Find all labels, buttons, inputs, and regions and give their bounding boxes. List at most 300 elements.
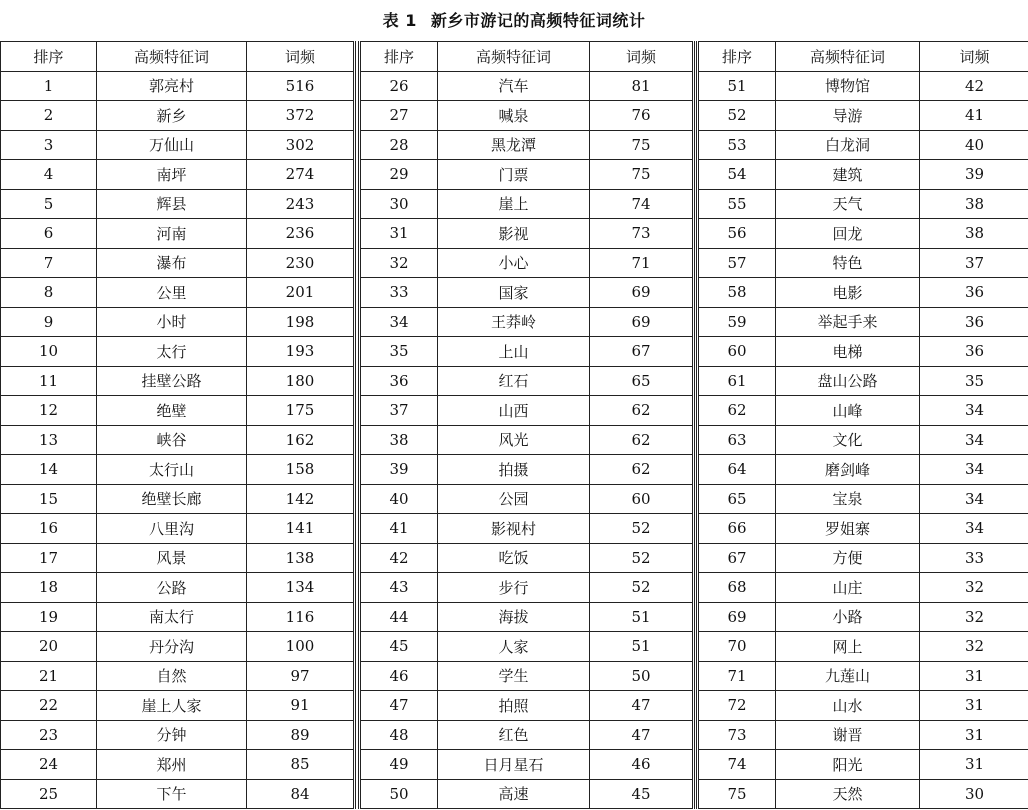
rank-cell: 22	[1, 691, 97, 721]
table-row	[1, 396, 355, 426]
freq-cell: 516	[247, 71, 355, 101]
word-cell: 郭亮村	[97, 71, 247, 101]
rank-cell: 36	[360, 366, 438, 396]
rank-cell: 63	[698, 425, 776, 455]
rank-cell: 59	[698, 307, 776, 337]
table-row	[1, 366, 355, 396]
rank-cell: 2	[1, 101, 97, 131]
table-row	[360, 779, 694, 809]
rank-cell: 64	[698, 455, 776, 485]
rank-cell: 49	[360, 750, 438, 780]
word-cell: 红色	[438, 720, 590, 750]
table-row	[698, 514, 1028, 544]
header-rank: 排序	[360, 42, 438, 72]
rank-cell: 46	[360, 661, 438, 691]
freq-cell: 38	[920, 189, 1028, 219]
rank-cell: 20	[1, 632, 97, 662]
freq-cell: 30	[920, 779, 1028, 809]
word-cell: 下午	[97, 779, 247, 809]
word-cell: 日月星石	[438, 750, 590, 780]
freq-cell: 32	[920, 573, 1028, 603]
word-cell: 举起手来	[776, 307, 920, 337]
table-row	[360, 691, 694, 721]
word-cell: 小时	[97, 307, 247, 337]
rank-cell: 14	[1, 455, 97, 485]
rank-cell: 67	[698, 543, 776, 573]
word-cell: 郑州	[97, 750, 247, 780]
freq-cell: 230	[247, 248, 355, 278]
header-word: 高频特征词	[438, 42, 590, 72]
rank-cell: 30	[360, 189, 438, 219]
rank-cell: 38	[360, 425, 438, 455]
freq-cell: 71	[590, 248, 694, 278]
freq-cell: 274	[247, 160, 355, 190]
word-cell: 宝泉	[776, 484, 920, 514]
rank-cell: 3	[1, 130, 97, 160]
table-block-1	[0, 41, 356, 809]
word-cell: 上山	[438, 337, 590, 367]
table-row	[1, 130, 355, 160]
header-row	[1, 42, 355, 72]
rank-cell: 15	[1, 484, 97, 514]
table-row	[698, 248, 1028, 278]
freq-cell: 372	[247, 101, 355, 131]
table-row	[1, 455, 355, 485]
table-row	[360, 543, 694, 573]
freq-cell: 47	[590, 720, 694, 750]
table-row	[360, 455, 694, 485]
word-cell: 步行	[438, 573, 590, 603]
rank-cell: 47	[360, 691, 438, 721]
freq-cell: 65	[590, 366, 694, 396]
freq-cell: 36	[920, 278, 1028, 308]
freq-cell: 62	[590, 455, 694, 485]
table-row	[1, 101, 355, 131]
table-row	[698, 484, 1028, 514]
rank-cell: 55	[698, 189, 776, 219]
word-cell: 黑龙潭	[438, 130, 590, 160]
word-cell: 万仙山	[97, 130, 247, 160]
tables-container	[0, 41, 1028, 809]
table-row	[360, 573, 694, 603]
rank-cell: 72	[698, 691, 776, 721]
word-cell: 山水	[776, 691, 920, 721]
table-row	[698, 101, 1028, 131]
table-row	[698, 543, 1028, 573]
header-word: 高频特征词	[776, 42, 920, 72]
word-cell: 电梯	[776, 337, 920, 367]
word-cell: 王莽岭	[438, 307, 590, 337]
word-cell: 喊泉	[438, 101, 590, 131]
freq-cell: 34	[920, 514, 1028, 544]
rank-cell: 70	[698, 632, 776, 662]
header-word: 高频特征词	[97, 42, 247, 72]
freq-cell: 33	[920, 543, 1028, 573]
word-cell: 崖上	[438, 189, 590, 219]
freq-cell: 141	[247, 514, 355, 544]
word-cell: 峡谷	[97, 425, 247, 455]
rank-cell: 51	[698, 71, 776, 101]
word-cell: 建筑	[776, 160, 920, 190]
word-cell: 太行山	[97, 455, 247, 485]
table-row	[360, 278, 694, 308]
table-row	[1, 632, 355, 662]
word-cell: 谢晋	[776, 720, 920, 750]
freq-cell: 51	[590, 632, 694, 662]
table-row	[698, 278, 1028, 308]
word-cell: 山庄	[776, 573, 920, 603]
table-row	[1, 189, 355, 219]
freq-cell: 84	[247, 779, 355, 809]
word-cell: 国家	[438, 278, 590, 308]
rank-cell: 34	[360, 307, 438, 337]
word-cell: 高速	[438, 779, 590, 809]
freq-cell: 47	[590, 691, 694, 721]
freq-cell: 134	[247, 573, 355, 603]
table-row	[698, 160, 1028, 190]
table-row	[698, 189, 1028, 219]
freq-cell: 37	[920, 248, 1028, 278]
freq-cell: 89	[247, 720, 355, 750]
table-row	[1, 425, 355, 455]
freq-cell: 35	[920, 366, 1028, 396]
freq-cell: 236	[247, 219, 355, 249]
freq-cell: 31	[920, 661, 1028, 691]
rank-cell: 69	[698, 602, 776, 632]
header-row	[698, 42, 1028, 72]
table-row	[698, 779, 1028, 809]
freq-cell: 158	[247, 455, 355, 485]
word-cell: 自然	[97, 661, 247, 691]
rank-cell: 11	[1, 366, 97, 396]
word-cell: 山西	[438, 396, 590, 426]
table-row	[360, 337, 694, 367]
rank-cell: 17	[1, 543, 97, 573]
freq-cell: 75	[590, 160, 694, 190]
header-rank: 排序	[1, 42, 97, 72]
header-rank: 排序	[698, 42, 776, 72]
rank-cell: 65	[698, 484, 776, 514]
word-cell: 南坪	[97, 160, 247, 190]
table-block-3	[696, 41, 1028, 809]
freq-cell: 31	[920, 750, 1028, 780]
freq-cell: 69	[590, 278, 694, 308]
word-cell: 阳光	[776, 750, 920, 780]
freq-cell: 180	[247, 366, 355, 396]
word-cell: 海拔	[438, 602, 590, 632]
table-row	[698, 661, 1028, 691]
word-cell: 南太行	[97, 602, 247, 632]
word-cell: 公里	[97, 278, 247, 308]
freq-cell: 52	[590, 543, 694, 573]
table-row	[1, 573, 355, 603]
table-row	[360, 189, 694, 219]
freq-cell: 302	[247, 130, 355, 160]
rank-cell: 1	[1, 71, 97, 101]
freq-cell: 201	[247, 278, 355, 308]
word-cell: 新乡	[97, 101, 247, 131]
word-cell: 特色	[776, 248, 920, 278]
table-row	[1, 160, 355, 190]
table-row	[698, 750, 1028, 780]
rank-cell: 61	[698, 366, 776, 396]
rank-cell: 29	[360, 160, 438, 190]
table-row	[1, 248, 355, 278]
rank-cell: 58	[698, 278, 776, 308]
freq-cell: 52	[590, 514, 694, 544]
header-freq: 词频	[590, 42, 694, 72]
word-cell: 学生	[438, 661, 590, 691]
table-row	[1, 71, 355, 101]
freq-cell: 62	[590, 396, 694, 426]
rank-cell: 73	[698, 720, 776, 750]
rank-cell: 26	[360, 71, 438, 101]
word-cell: 回龙	[776, 219, 920, 249]
rank-cell: 60	[698, 337, 776, 367]
rank-cell: 57	[698, 248, 776, 278]
table-row	[360, 248, 694, 278]
table-row	[1, 543, 355, 573]
freq-cell: 74	[590, 189, 694, 219]
rank-cell: 75	[698, 779, 776, 809]
word-cell: 方便	[776, 543, 920, 573]
table-row	[360, 514, 694, 544]
rank-cell: 7	[1, 248, 97, 278]
rank-cell: 23	[1, 720, 97, 750]
freq-cell: 76	[590, 101, 694, 131]
rank-cell: 54	[698, 160, 776, 190]
table-row	[360, 602, 694, 632]
word-cell: 博物馆	[776, 71, 920, 101]
table-row	[360, 160, 694, 190]
freq-cell: 81	[590, 71, 694, 101]
word-cell: 河南	[97, 219, 247, 249]
freq-cell: 67	[590, 337, 694, 367]
table-row	[1, 750, 355, 780]
table-row	[698, 720, 1028, 750]
word-cell: 公路	[97, 573, 247, 603]
word-cell: 红石	[438, 366, 590, 396]
freq-cell: 46	[590, 750, 694, 780]
freq-cell: 142	[247, 484, 355, 514]
freq-cell: 38	[920, 219, 1028, 249]
table-row	[1, 307, 355, 337]
rank-cell: 5	[1, 189, 97, 219]
word-cell: 山峰	[776, 396, 920, 426]
table-block-2	[358, 41, 695, 809]
freq-cell: 62	[590, 425, 694, 455]
rank-cell: 24	[1, 750, 97, 780]
freq-cell: 31	[920, 720, 1028, 750]
table-row	[1, 514, 355, 544]
rank-cell: 19	[1, 602, 97, 632]
rank-cell: 27	[360, 101, 438, 131]
rank-cell: 4	[1, 160, 97, 190]
table-row	[360, 750, 694, 780]
rank-cell: 12	[1, 396, 97, 426]
word-cell: 分钟	[97, 720, 247, 750]
rank-cell: 41	[360, 514, 438, 544]
freq-cell: 31	[920, 691, 1028, 721]
freq-cell: 36	[920, 307, 1028, 337]
word-cell: 导游	[776, 101, 920, 131]
table-row	[1, 720, 355, 750]
freq-cell: 100	[247, 632, 355, 662]
word-cell: 绝壁	[97, 396, 247, 426]
word-cell: 八里沟	[97, 514, 247, 544]
word-cell: 文化	[776, 425, 920, 455]
freq-cell: 40	[920, 130, 1028, 160]
rank-cell: 53	[698, 130, 776, 160]
table-row	[1, 661, 355, 691]
freq-cell: 60	[590, 484, 694, 514]
word-cell: 绝壁长廊	[97, 484, 247, 514]
table-number: 表 1	[382, 11, 417, 30]
rank-cell: 28	[360, 130, 438, 160]
rank-cell: 56	[698, 219, 776, 249]
word-cell: 小路	[776, 602, 920, 632]
table-row	[360, 101, 694, 131]
freq-cell: 32	[920, 632, 1028, 662]
word-cell: 瀑布	[97, 248, 247, 278]
rank-cell: 52	[698, 101, 776, 131]
word-cell: 天然	[776, 779, 920, 809]
freq-cell: 34	[920, 396, 1028, 426]
table-row	[360, 130, 694, 160]
rank-cell: 50	[360, 779, 438, 809]
table-row	[698, 71, 1028, 101]
word-cell: 丹分沟	[97, 632, 247, 662]
rank-cell: 33	[360, 278, 438, 308]
word-cell: 影视	[438, 219, 590, 249]
rank-cell: 21	[1, 661, 97, 691]
freq-cell: 41	[920, 101, 1028, 131]
word-cell: 风光	[438, 425, 590, 455]
word-cell: 罗姐寨	[776, 514, 920, 544]
rank-cell: 18	[1, 573, 97, 603]
word-cell: 电影	[776, 278, 920, 308]
table-row	[698, 573, 1028, 603]
word-cell: 门票	[438, 160, 590, 190]
table-row	[698, 425, 1028, 455]
word-cell: 九莲山	[776, 661, 920, 691]
table-row	[360, 661, 694, 691]
word-cell: 天气	[776, 189, 920, 219]
rank-cell: 62	[698, 396, 776, 426]
word-cell: 挂壁公路	[97, 366, 247, 396]
rank-cell: 71	[698, 661, 776, 691]
rank-cell: 16	[1, 514, 97, 544]
rank-cell: 42	[360, 543, 438, 573]
table-row	[698, 691, 1028, 721]
word-cell: 拍照	[438, 691, 590, 721]
freq-cell: 69	[590, 307, 694, 337]
rank-cell: 13	[1, 425, 97, 455]
freq-cell: 175	[247, 396, 355, 426]
rank-cell: 66	[698, 514, 776, 544]
freq-cell: 34	[920, 455, 1028, 485]
freq-cell: 51	[590, 602, 694, 632]
rank-cell: 31	[360, 219, 438, 249]
rank-cell: 6	[1, 219, 97, 249]
table-row	[1, 337, 355, 367]
word-cell: 影视村	[438, 514, 590, 544]
freq-cell: 36	[920, 337, 1028, 367]
table-row	[360, 71, 694, 101]
word-cell: 拍摄	[438, 455, 590, 485]
header-freq: 词频	[920, 42, 1028, 72]
table-row	[1, 691, 355, 721]
word-cell: 崖上人家	[97, 691, 247, 721]
rank-cell: 45	[360, 632, 438, 662]
table-row	[360, 425, 694, 455]
table-row	[698, 455, 1028, 485]
table-row	[698, 130, 1028, 160]
rank-cell: 8	[1, 278, 97, 308]
freq-cell: 42	[920, 71, 1028, 101]
freq-cell: 91	[247, 691, 355, 721]
table-row	[360, 720, 694, 750]
freq-cell: 52	[590, 573, 694, 603]
word-cell: 白龙洞	[776, 130, 920, 160]
table-row	[1, 219, 355, 249]
table-row	[1, 278, 355, 308]
table-row	[1, 602, 355, 632]
rank-cell: 32	[360, 248, 438, 278]
word-cell: 小心	[438, 248, 590, 278]
freq-cell: 50	[590, 661, 694, 691]
rank-cell: 74	[698, 750, 776, 780]
table-row	[698, 602, 1028, 632]
rank-cell: 39	[360, 455, 438, 485]
rank-cell: 44	[360, 602, 438, 632]
rank-cell: 10	[1, 337, 97, 367]
word-cell: 网上	[776, 632, 920, 662]
header-freq: 词频	[247, 42, 355, 72]
freq-cell: 162	[247, 425, 355, 455]
freq-cell: 39	[920, 160, 1028, 190]
freq-cell: 34	[920, 425, 1028, 455]
table-row	[698, 219, 1028, 249]
freq-cell: 198	[247, 307, 355, 337]
table-row	[360, 632, 694, 662]
freq-cell: 138	[247, 543, 355, 573]
word-cell: 人家	[438, 632, 590, 662]
table-row	[360, 484, 694, 514]
freq-cell: 32	[920, 602, 1028, 632]
freq-cell: 97	[247, 661, 355, 691]
table-row	[698, 307, 1028, 337]
word-cell: 辉县	[97, 189, 247, 219]
table-row	[698, 337, 1028, 367]
freq-cell: 45	[590, 779, 694, 809]
freq-cell: 34	[920, 484, 1028, 514]
rank-cell: 40	[360, 484, 438, 514]
rank-cell: 48	[360, 720, 438, 750]
freq-cell: 193	[247, 337, 355, 367]
rank-cell: 68	[698, 573, 776, 603]
table-caption	[0, 8, 1028, 31]
table-row	[698, 632, 1028, 662]
freq-cell: 75	[590, 130, 694, 160]
freq-cell: 85	[247, 750, 355, 780]
table-row	[1, 484, 355, 514]
rank-cell: 37	[360, 396, 438, 426]
table-row	[698, 366, 1028, 396]
table-row	[698, 396, 1028, 426]
rank-cell: 25	[1, 779, 97, 809]
table-row	[360, 219, 694, 249]
